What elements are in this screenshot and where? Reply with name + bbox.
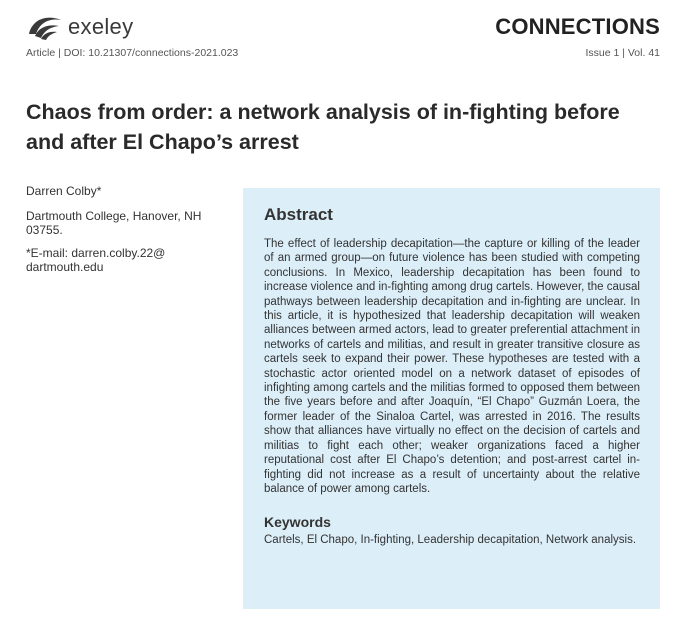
article-doi: Article | DOI: 10.21307/connections-2021.023 xyxy=(26,47,239,59)
author-affiliation: Dartmouth College, Hanover, NH 03755. xyxy=(26,208,202,237)
publisher-logo[interactable] xyxy=(26,12,133,42)
author-block xyxy=(26,184,226,275)
author-email-line1: *E-mail: darren.colby.22@ xyxy=(26,245,166,260)
author-email[interactable] xyxy=(26,246,226,275)
journal-name: CONNECTIONS xyxy=(495,14,660,39)
abstract-text: The effect of leadership decapitation—the capture or killing of the leader of an armed group—on future violence has been studied with competing conclusions. In Mexico, leadership decapitation has been found to increase violence and in-fighting among drug cartels. However, the causal pathways between leadership decapitation and in-fighting are unclear. In this article, it is hypothesized that leadership decapitation will weaken alliances between armed actors, lead to greater preferential attachment in networks of cartels and militias, and result in greater transitive closure as cartels seek to expand their power. These hypotheses are tested with a stochastic actor oriented model on a network dataset of episodes of infighting among cartels and the militias formed to opposed them between the five years before and after Joaquín, “El Chapo” Guzmán Loera, the former leader of the Sinaloa Cartel, was arrested in 2016. The results show that alliances have virtually no effect on the decision of cartels and militias to fight each other; weaker organizations faced a higher reputational cost after El Chapo’s detention; and post-arrest cartel in-fighting did not increase as a result of uncertainty about the relative balance of power among cartels. xyxy=(264,238,640,495)
author-email-line2: dartmouth.edu xyxy=(26,260,104,274)
abstract-panel xyxy=(243,188,660,609)
author-name: Darren Colby* xyxy=(26,184,102,198)
article-title: Chaos from order: a network analysis of in-fighting before and after El Chapo’s arrest xyxy=(26,100,620,154)
keywords-text: Cartels, El Chapo, In-fighting, Leadership decapitation, Network analysis. xyxy=(264,534,637,547)
publisher-name: exeley xyxy=(68,14,134,39)
abstract-heading: Abstract xyxy=(264,205,333,224)
issue-volume: Issue 1 | Vol. 41 xyxy=(585,47,660,59)
keywords-heading: Keywords xyxy=(264,514,331,531)
bird-wing-logo-icon xyxy=(26,12,64,42)
